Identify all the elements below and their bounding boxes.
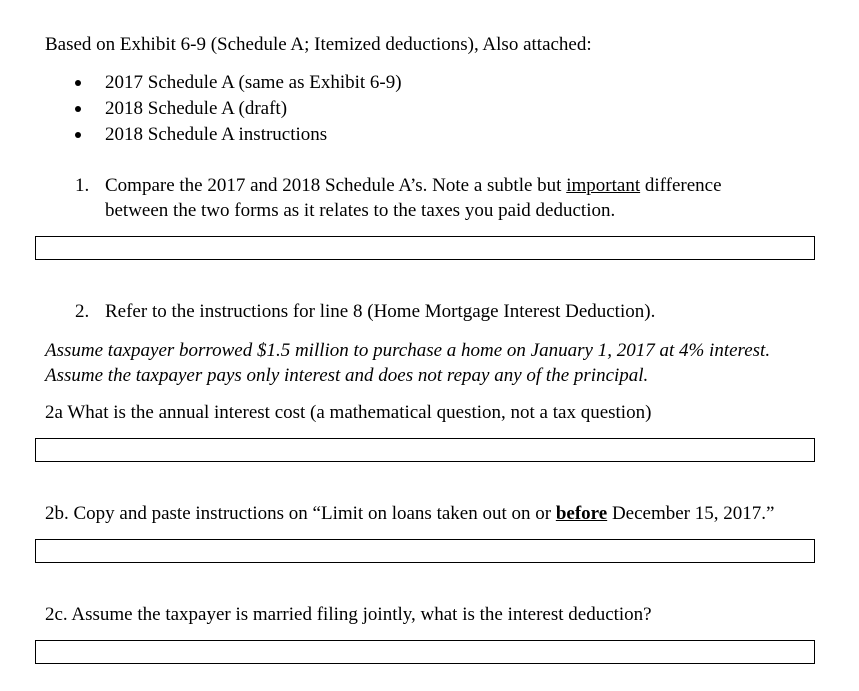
attachment-label: 2018 Schedule A (draft)	[105, 98, 288, 119]
q2-number: 2.	[75, 301, 90, 322]
q1-emphasis: important	[566, 175, 641, 196]
attachment-label: 2018 Schedule A instructions	[105, 124, 328, 145]
bullet-icon	[75, 132, 81, 138]
q2-text: Refer to the instructions for line 8 (Home Mortgage Interest Deduction).	[105, 301, 656, 322]
bullet-icon	[75, 80, 81, 86]
q1-text-post: difference	[640, 175, 722, 196]
q2c-text: 2c. Assume the taxpayer is married filing jointly, what is the interest deduction?	[45, 604, 652, 625]
q2b-emphasis: before	[555, 503, 608, 524]
attachment-label: 2017 Schedule A (same as Exhibit 6-9)	[105, 72, 402, 93]
intro-text: Based on Exhibit 6-9 (Schedule A; Itemized deductions), Also attached:	[45, 34, 592, 55]
q2a-answer-field[interactable]	[35, 438, 815, 462]
q2b-answer-field[interactable]	[35, 539, 815, 563]
q1-text-line2: between the two forms as it relates to the taxes you paid deduction.	[105, 200, 616, 221]
q1-text-pre: Compare the 2017 and 2018 Schedule A’s. Note a subtle but	[105, 175, 567, 196]
q2-assumption-1: Assume taxpayer borrowed $1.5 million to purchase a home on January 1, 2017 at 4% interest.	[45, 340, 771, 361]
q2b-text	[45, 502, 774, 526]
q2c-answer-field[interactable]	[35, 640, 815, 664]
q1-answer-field[interactable]	[35, 236, 815, 260]
q2b-text-post: December 15, 2017.”	[607, 503, 775, 524]
q1-number: 1.	[75, 175, 90, 196]
q1-text-line1	[105, 174, 722, 198]
bullet-icon	[75, 106, 81, 112]
q2a-text: 2a What is the annual interest cost (a mathematical question, not a tax question)	[45, 402, 652, 423]
q2-assumption-2: Assume the taxpayer pays only interest and does not repay any of the principal.	[45, 365, 649, 386]
q2b-text-pre: 2b. Copy and paste instructions on “Limit on loans taken out on or	[45, 503, 556, 524]
